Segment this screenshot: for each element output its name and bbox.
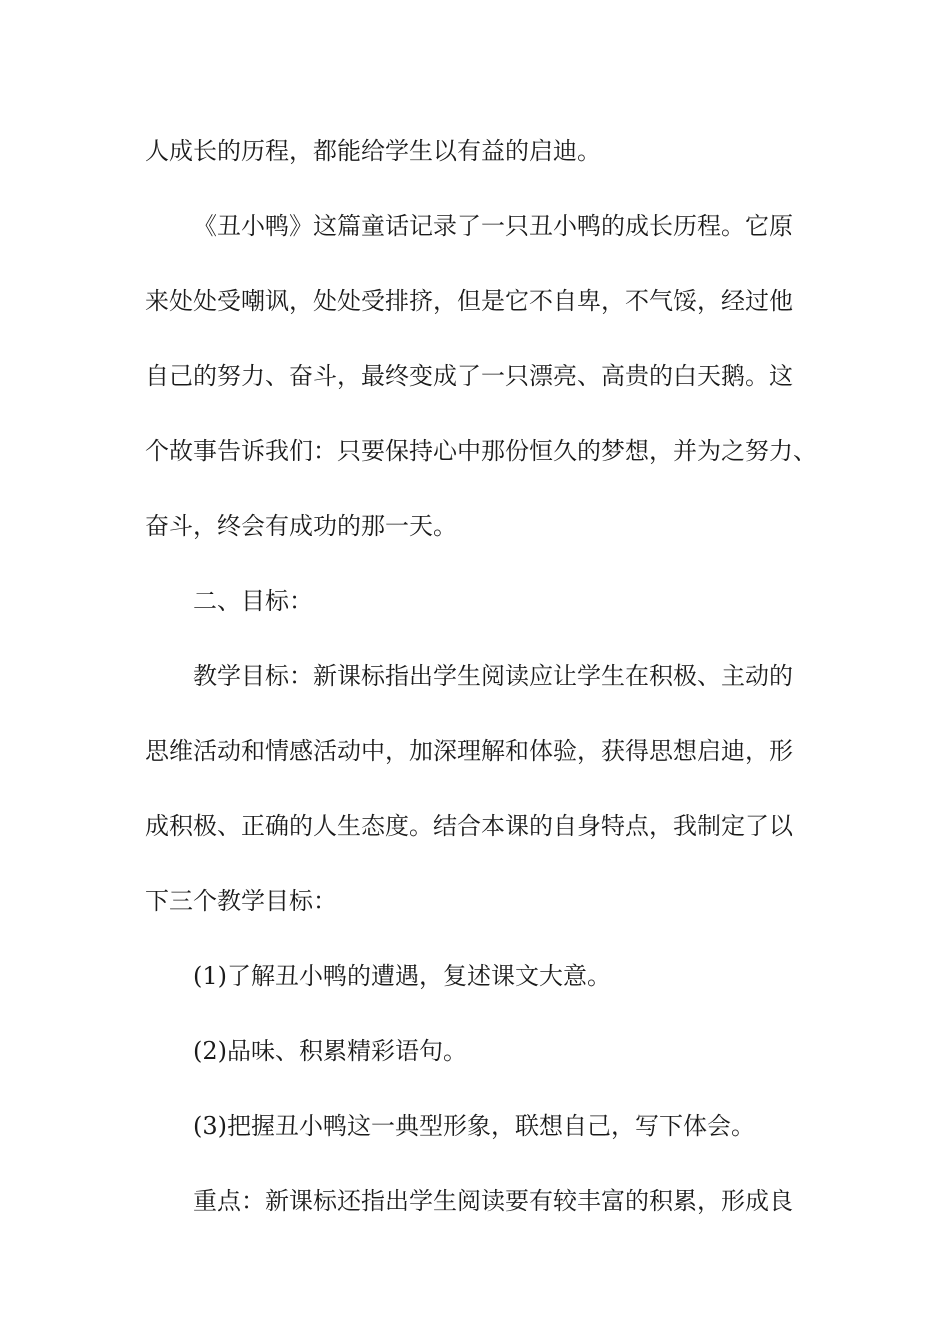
paragraph-start-line: 教学目标：新课标指出学生阅读应让学生在积极、主动的 xyxy=(193,662,793,690)
list-item: (1)了解丑小鸭的遭遇，复述课文大意。 xyxy=(193,962,611,990)
text-line: 成积极、正确的人生态度。结合本课的自身特点，我制定了以 xyxy=(145,812,793,840)
text-line: 个故事告诉我们：只要保持心中那份恒久的梦想，并为之努力、 xyxy=(145,437,817,465)
section-heading: 二、目标： xyxy=(193,587,313,615)
list-item: (3)把握丑小鸭这一典型形象，联想自己，写下体会。 xyxy=(193,1112,755,1140)
text-line: 奋斗，终会有成功的那一天。 xyxy=(145,512,457,540)
text-line: 来处处受嘲讽，处处受排挤，但是它不自卑，不气馁，经过他 xyxy=(145,287,793,315)
paragraph-start-line: 《丑小鸭》这篇童话记录了一只丑小鸭的成长历程。它原 xyxy=(193,212,793,240)
text-line: 思维活动和情感活动中，加深理解和体验，获得思想启迪，形 xyxy=(145,737,793,765)
text-line: 下三个教学目标： xyxy=(145,887,337,915)
list-item: (2)品味、积累精彩语句。 xyxy=(193,1037,467,1065)
text-line: 人成长的历程，都能给学生以有益的启迪。 xyxy=(145,137,601,165)
text-line: 自己的努力、奋斗，最终变成了一只漂亮、高贵的白天鹅。这 xyxy=(145,362,793,390)
paragraph-start-line: 重点：新课标还指出学生阅读要有较丰富的积累，形成良 xyxy=(193,1187,793,1215)
